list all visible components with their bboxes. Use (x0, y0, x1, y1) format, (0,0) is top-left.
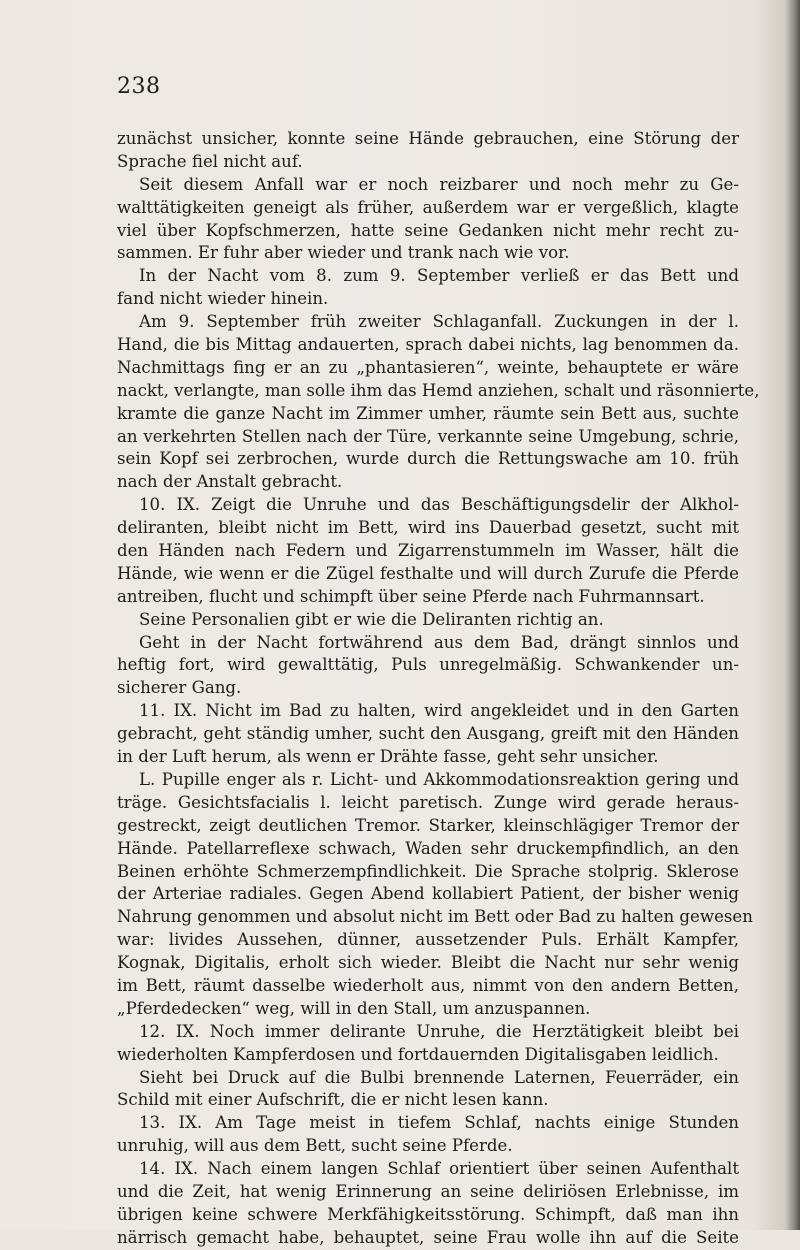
text-line: Beinen erhöhte Schmerzempfindlichkeit. Die Sprache stolprig. Sklerose (117, 861, 739, 881)
text-line: nach der Anstalt gebracht. (117, 472, 343, 492)
text-line: Schild mit einer Aufschrift, die er nicht lesen kann. (117, 1090, 549, 1110)
text-line: walttätigkeiten geneigt als früher, außerdem war er vergeßlich, klagte (117, 197, 739, 217)
text-line: in der Luft herum, als wenn er Drähte fasse, geht sehr unsicher. (117, 747, 659, 767)
text-line: übrigen keine schwere Merkfähigkeitsstörung. Schimpft, daß man ihn (117, 1204, 739, 1224)
page-edge-shadow (786, 0, 800, 1230)
text-line: Hand, die bis Mittag andauerten, sprach dabei nichts, lag benommen da. (117, 335, 739, 355)
text-line: antreiben, flucht und schimpft über seine Pferde nach Fuhrmannsart. (117, 586, 705, 606)
text-line: nackt, verlangte, man solle ihm das Hemd anziehen, schalt und räsonnierte, (117, 380, 760, 400)
text-line: der Arteriae radiales. Gegen Abend kollabiert Patient, der bisher wenig (117, 884, 739, 904)
text-line: kramte die ganze Nacht im Zimmer umher, räumte sein Bett aus, suchte (117, 403, 739, 423)
page-number: 238 (117, 74, 161, 99)
text-line: deliranten, bleibt nicht im Bett, wird ins Dauerbad gesetzt, sucht mit (117, 518, 739, 538)
text-line: Nahrung genommen und absolut nicht im Bett oder Bad zu halten gewesen (117, 907, 753, 927)
text-line: an verkehrten Stellen nach der Türe, verkannte seine Umgebung, schrie, (117, 426, 739, 446)
text-line: Nachmittags fing er an zu „phantasieren“, weinte, behauptete er wäre (117, 357, 739, 377)
text-line: Seit diesem Anfall war er noch reizbarer und noch mehr zu Ge- (139, 174, 739, 194)
text-line: 11. IX. Nicht im Bad zu halten, wird angekleidet und in den Garten (139, 701, 739, 721)
text-line: träge. Gesichtsfacialis l. leicht paretisch. Zunge wird gerade heraus- (117, 792, 739, 812)
text-line: gestreckt, zeigt deutlichen Tremor. Starker, kleinschlägiger Tremor der (117, 815, 739, 835)
text-line: und die Zeit, hat wenig Erinnerung an seine deliriösen Erlebnisse, im (117, 1181, 739, 1201)
text-line: wiederholten Kampferdosen und fortdauernden Digitalisgaben leidlich. (117, 1044, 719, 1064)
text-line: Seine Personalien gibt er wie die Deliranten richtig an. (139, 609, 604, 629)
text-line: Hände. Patellarreflexe schwach, Waden sehr druckempfindlich, an den (117, 838, 739, 858)
text-line: sein Kopf sei zerbrochen, wurde durch die Rettungswache am 10. früh (117, 449, 739, 469)
text-line: Kognak, Digitalis, erholt sich wieder. Bleibt die Nacht nur sehr wenig (117, 953, 739, 973)
text-line: Sprache fiel nicht auf. (117, 151, 303, 171)
text-line: viel über Kopfschmerzen, hatte seine Gedanken nicht mehr recht zu- (117, 220, 739, 240)
text-line: Am 9. September früh zweiter Schlaganfall. Zuckungen in der l. (139, 312, 739, 332)
text-line: im Bett, räumt dasselbe wiederholt aus, nimmt von den andern Betten, (117, 975, 739, 995)
text-line: „Pferdedecken“ weg, will in den Stall, um anzuspannen. (117, 998, 591, 1018)
text-line: Hände, wie wenn er die Zügel festhalte und will durch Zurufe die Pferde (117, 563, 739, 583)
text-line: 10. IX. Zeigt die Unruhe und das Beschäftigungsdelir der Alkhol- (139, 495, 739, 515)
text-line: Sieht bei Druck auf die Bulbi brennende Laternen, Feuerräder, ein (139, 1067, 739, 1087)
text-line: 14. IX. Nach einem langen Schlaf orientiert über seinen Aufenthalt (139, 1159, 739, 1179)
body-text (117, 128, 760, 1250)
text-line: war: livides Aussehen, dünner, aussetzender Puls. Erhält Kampfer, (117, 930, 739, 950)
text-line: den Händen nach Federn und Zigarrenstummeln im Wasser, hält die (117, 541, 739, 561)
text-line: Geht in der Nacht fortwährend aus dem Bad, drängt sinnlos und (139, 632, 739, 652)
text-line: sammen. Er fuhr aber wieder und trank nach wie vor. (117, 243, 570, 263)
text-line: fand nicht wieder hinein. (117, 289, 329, 309)
text-line: L. Pupille enger als r. Licht- und Akkommodationsreaktion gering und (139, 769, 739, 789)
text-line: 12. IX. Noch immer delirante Unruhe, die Herztätigkeit bleibt bei (139, 1021, 739, 1041)
text-line: unruhig, will aus dem Bett, sucht seine Pferde. (117, 1136, 513, 1156)
text-line: heftig fort, wird gewalttätig, Puls unregelmäßig. Schwankender un- (117, 655, 739, 675)
text-line: gebracht, geht ständig umher, sucht den Ausgang, greift mit den Händen (117, 724, 739, 744)
text-line: sicherer Gang. (117, 678, 242, 698)
text-line: närrisch gemacht habe, behauptet, seine Frau wolle ihn auf die Seite (117, 1227, 739, 1247)
text-line: zunächst unsicher, konnte seine Hände gebrauchen, eine Störung der (117, 129, 739, 148)
text-line: In der Nacht vom 8. zum 9. September verließ er das Bett und (139, 266, 739, 286)
text-line: 13. IX. Am Tage meist in tiefem Schlaf, nachts einige Stunden (139, 1113, 739, 1133)
